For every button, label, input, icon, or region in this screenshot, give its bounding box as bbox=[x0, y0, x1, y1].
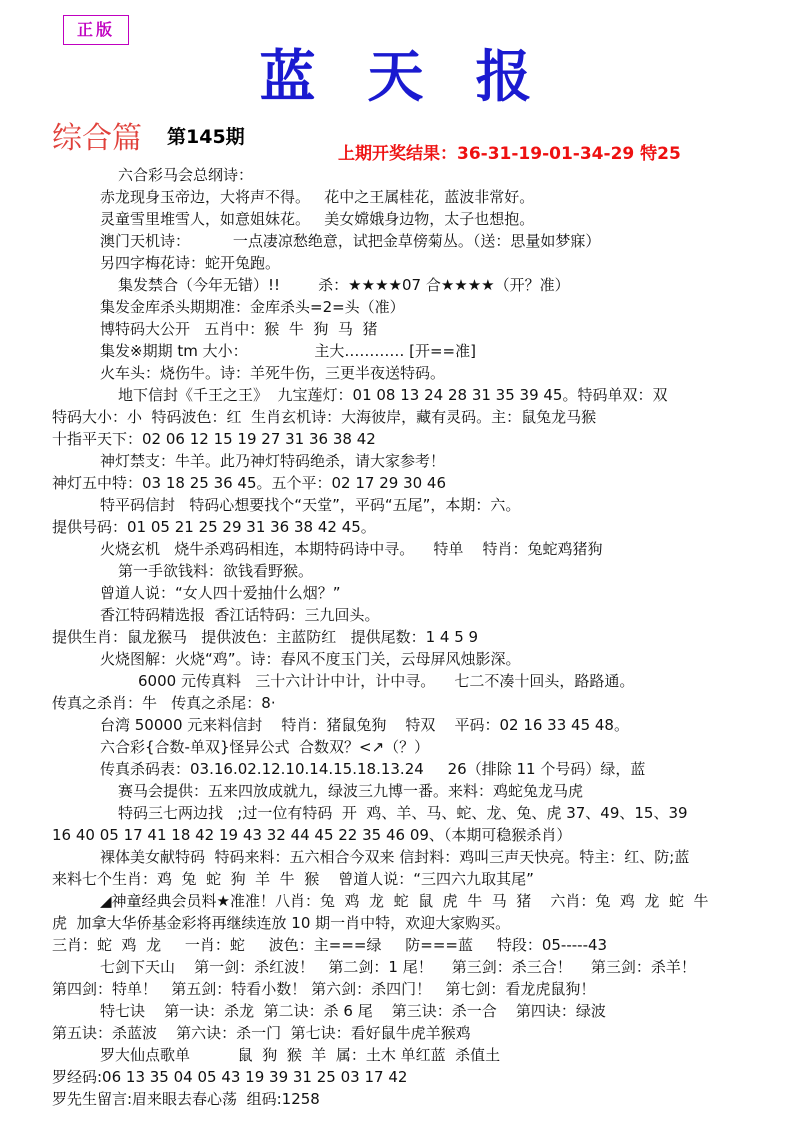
content-line: 六合彩马会总纲诗： bbox=[118, 166, 254, 184]
content-line: 台湾 50000 元来料信封 特肖：猪鼠兔狗 特双 平码：02 16 33 45 48。 bbox=[100, 716, 629, 734]
content-line: 裸体美女献特码 特码来料：五六相合今双来 信封料：鸡叫三声天快亮。特主：红、防;蓝 bbox=[100, 848, 690, 866]
content-line: 火烧玄机 烧牛杀鸡码相连，本期特码诗中寻。 特单 特肖：兔蛇鸡猪狗 bbox=[100, 540, 603, 558]
content-line: ◢神童经典会员料★准准！八肖：兔 鸡 龙 蛇 鼠 虎 牛 马 猪 六肖：兔 鸡 龙 蛇 牛 bbox=[100, 892, 709, 910]
content-line: 地下信封《千王之王》 九宝莲灯：01 08 13 24 28 31 35 39 45。特码单双：双 bbox=[118, 386, 668, 404]
content-line: 灵童雪里堆雪人，如意姐妹花。 美女嫦娥身边物，太子也想抱。 bbox=[100, 210, 535, 228]
content-line: 提供生肖：鼠龙猴马 提供波色：主蓝防红 提供尾数：1 4 5 9 bbox=[52, 628, 479, 646]
content-line: 集发金库杀头期期准：金库杀头=2=头（准） bbox=[100, 298, 405, 316]
content-line: 香江特码精选报 香江话特码：三九回头。 bbox=[100, 606, 380, 624]
content-line: 集发禁合（今年无错）!! 杀：★★★★07 合★★★★（开？准） bbox=[118, 276, 570, 294]
content-line: 赛马会提供：五来四放成就九，绿波三九博一番。来料：鸡蛇兔龙马虎 bbox=[118, 782, 584, 800]
section-title: 综合篇 bbox=[52, 121, 142, 156]
last-draw-result: 上期开奖结果：36-31-19-01-34-29 特25 bbox=[338, 144, 681, 164]
content-line: 六合彩{合数-单双}怪异公式 合数双？<↗（？） bbox=[100, 738, 430, 756]
content-line: 特平码信封 特码心想要找个“天堂”，平码“五尾”，本期：六。 bbox=[100, 496, 521, 514]
content-line: 集发※期期 tm 大小： 主大………… [开==准] bbox=[100, 342, 476, 360]
content-line: 另四字梅花诗：蛇开兔跑。 bbox=[100, 254, 281, 272]
content-line: 罗大仙点歌单 鼠 狗 猴 羊 属：土木 单红蓝 杀值土 bbox=[100, 1046, 501, 1064]
content-line: 罗经码:06 13 35 04 05 43 19 39 31 25 03 17 42 bbox=[52, 1068, 408, 1086]
content-line: 第五诀：杀蓝波 第六诀：杀一门 第七诀：看好鼠牛虎羊猴鸡 bbox=[52, 1024, 471, 1042]
content-line: 博特码大公开 五肖中：猴 牛 狗 马 猪 bbox=[100, 320, 378, 338]
content-line: 传真之杀肖：牛 传真之杀尾：8· bbox=[52, 694, 276, 712]
newspaper-title: 蓝天报 bbox=[259, 44, 584, 110]
content-line: 6000 元传真料 三十六计计中计，计中寻。 七二不凑十回头，路路通。 bbox=[138, 672, 635, 690]
content-body bbox=[0, 164, 793, 1110]
content-line: 提供号码：01 05 21 25 29 31 36 38 42 45。 bbox=[52, 518, 376, 536]
content-line: 特七诀 第一诀：杀龙 第二诀：杀 6 尾 第三诀：杀一合 第四诀：绿波 bbox=[100, 1002, 606, 1020]
content-line: 罗先生留言:眉来眼去春心荡 组码:1258 bbox=[52, 1090, 320, 1108]
content-line: 第四剑：特单！ 第五剑：特看小数！ 第六剑：杀四门！ 第七剑：看龙虎鼠狗！ bbox=[52, 980, 596, 998]
content-line: 来料七个生肖：鸡 兔 蛇 狗 羊 牛 猴 曾道人说：“三四六九取其尾” bbox=[52, 870, 534, 888]
content-line: 神灯五中特：03 18 25 36 45。五个平：02 17 29 30 46 bbox=[52, 474, 447, 492]
content-line: 16 40 05 17 41 18 42 19 43 32 44 45 22 35 46 09、（本期可稳猴杀肖） bbox=[52, 826, 572, 844]
content-line: 七剑下天山 第一剑：杀红波！ 第二剑：1 尾！ 第三剑：杀三合！ 第三剑：杀羊！ bbox=[100, 958, 696, 976]
content-line: 澳门天机诗： 一点凄凉愁绝意，试把金草傍菊丛。（送：思量如梦寐） bbox=[100, 232, 601, 250]
content-line: 十指平天下：02 06 12 15 19 27 31 36 38 42 bbox=[52, 430, 376, 448]
content-line: 传真杀码表：03.16.02.12.10.14.15.18.13.24 26（排除 11 个号码）绿，蓝 bbox=[100, 760, 646, 778]
content-line: 赤龙现身玉帝边，大将声不得。 花中之王属桂花，蓝波非常好。 bbox=[100, 188, 535, 206]
content-line: 第一手欲钱料：欲钱看野猴。 bbox=[118, 562, 314, 580]
content-line: 特码三七两边找 ;过一位有特码 开 鸡、羊、马、蛇、龙、兔、虎 37、49、15、39 bbox=[118, 804, 688, 822]
content-line: 虎 加拿大华侨基金彩将再继续连放 10 期一肖中特，欢迎大家购买。 bbox=[52, 914, 511, 932]
content-line: 火烧图解：火烧“鸡”。诗：春风不度玉门关，云母屏风烛影深。 bbox=[100, 650, 521, 668]
content-line: 特码大小：小 特码波色：红 生肖玄机诗：大海彼岸，藏有灵码。主：鼠兔龙马猴 bbox=[52, 408, 597, 426]
content-line: 三肖：蛇 鸡 龙 一肖：蛇 波色：主===绿 防===蓝 特段：05-----43 bbox=[52, 936, 608, 954]
content-line: 神灯禁支：牛羊。此乃神灯特码绝杀，请大家参考！ bbox=[100, 452, 446, 470]
issue-number: 第145期 bbox=[167, 126, 245, 148]
content-line: 火车头：烧伤牛。诗：羊死牛伤，三更半夜送特码。 bbox=[100, 364, 446, 382]
content-line: 曾道人说：“女人四十爱抽什么烟？” bbox=[100, 584, 341, 602]
genuine-edition-badge: 正版 bbox=[63, 15, 129, 45]
